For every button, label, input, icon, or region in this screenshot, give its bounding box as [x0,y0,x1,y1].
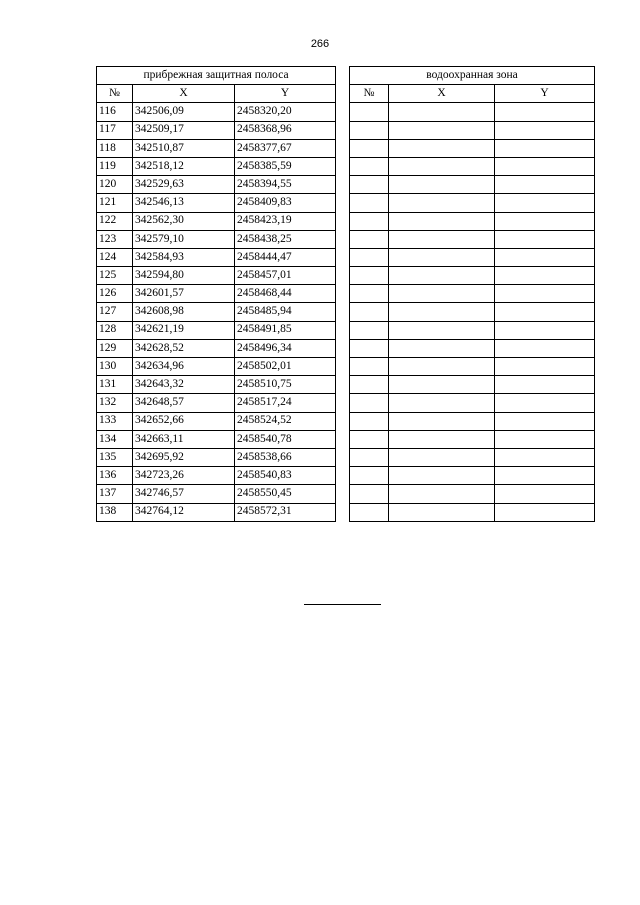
coordinates-table [96,66,595,522]
left-header-y: Y [235,85,336,103]
y-coordinate-cell: 2458540,83 [235,467,336,485]
empty-cell [495,139,595,157]
y-coordinate-cell: 2458377,67 [235,139,336,157]
x-coordinate-cell: 342723,26 [133,467,235,485]
empty-cell [389,103,495,121]
empty-cell [495,376,595,394]
table-gap [336,394,350,412]
empty-cell [495,485,595,503]
x-coordinate-cell: 342529,63 [133,176,235,194]
left-table-title: прибрежная защитная полоса [97,67,336,85]
point-number-cell: 136 [97,467,133,485]
table-row [97,321,595,339]
empty-cell [389,430,495,448]
empty-cell [350,321,389,339]
table-gap [336,212,350,230]
table-row [97,103,595,121]
empty-cell [350,394,389,412]
table-row [97,176,595,194]
y-coordinate-cell: 2458538,66 [235,448,336,466]
empty-cell [495,285,595,303]
point-number-cell: 123 [97,230,133,248]
point-number-cell: 129 [97,339,133,357]
empty-cell [350,176,389,194]
empty-cell [350,248,389,266]
y-coordinate-cell: 2458572,31 [235,503,336,521]
table-row [97,394,595,412]
table-row [97,285,595,303]
x-coordinate-cell: 342663,11 [133,430,235,448]
empty-cell [495,103,595,121]
x-coordinate-cell: 342594,80 [133,267,235,285]
y-coordinate-cell: 2458394,55 [235,176,336,194]
empty-cell [389,321,495,339]
table-gap [336,376,350,394]
table-title-row [97,67,595,85]
x-coordinate-cell: 342643,32 [133,376,235,394]
empty-cell [495,157,595,175]
point-number-cell: 138 [97,503,133,521]
x-coordinate-cell: 342518,12 [133,157,235,175]
empty-cell [350,267,389,285]
table-gap [336,448,350,466]
empty-cell [495,248,595,266]
x-coordinate-cell: 342764,12 [133,503,235,521]
x-coordinate-cell: 342601,57 [133,285,235,303]
table-row [97,358,595,376]
empty-cell [350,412,389,430]
page-number: 266 [310,38,330,50]
y-coordinate-cell: 2458409,83 [235,194,336,212]
table-gap [336,412,350,430]
y-coordinate-cell: 2458485,94 [235,303,336,321]
empty-cell [495,121,595,139]
x-coordinate-cell: 342562,30 [133,212,235,230]
table-row [97,121,595,139]
empty-cell [350,376,389,394]
y-coordinate-cell: 2458438,25 [235,230,336,248]
right-header-num: № [350,85,389,103]
empty-cell [389,339,495,357]
table-gap [336,321,350,339]
point-number-cell: 128 [97,321,133,339]
point-number-cell: 125 [97,267,133,285]
point-number-cell: 131 [97,376,133,394]
empty-cell [389,285,495,303]
table-gap [336,248,350,266]
empty-cell [350,430,389,448]
x-coordinate-cell: 342509,17 [133,121,235,139]
left-header-num: № [97,85,133,103]
empty-cell [389,412,495,430]
x-coordinate-cell: 342628,52 [133,339,235,357]
empty-cell [350,230,389,248]
empty-cell [495,467,595,485]
empty-cell [495,267,595,285]
point-number-cell: 135 [97,448,133,466]
empty-cell [350,467,389,485]
empty-cell [389,394,495,412]
table-gap [336,430,350,448]
x-coordinate-cell: 342584,93 [133,248,235,266]
empty-cell [350,358,389,376]
x-coordinate-cell: 342695,92 [133,448,235,466]
y-coordinate-cell: 2458524,52 [235,412,336,430]
point-number-cell: 119 [97,157,133,175]
x-coordinate-cell: 342648,57 [133,394,235,412]
x-coordinate-cell: 342608,98 [133,303,235,321]
table-gap [336,267,350,285]
empty-cell [495,194,595,212]
empty-cell [389,358,495,376]
x-coordinate-cell: 342746,57 [133,485,235,503]
empty-cell [389,467,495,485]
table-gap [336,176,350,194]
point-number-cell: 120 [97,176,133,194]
empty-cell [495,412,595,430]
table-row [97,267,595,285]
point-number-cell: 137 [97,485,133,503]
table-row [97,230,595,248]
table-gap [336,485,350,503]
y-coordinate-cell: 2458457,01 [235,267,336,285]
right-header-y: Y [495,85,595,103]
empty-cell [495,303,595,321]
empty-cell [350,139,389,157]
empty-cell [350,339,389,357]
table-gap [336,358,350,376]
y-coordinate-cell: 2458385,59 [235,157,336,175]
table-row [97,139,595,157]
table-gap [336,339,350,357]
table-gap [336,467,350,485]
empty-cell [389,139,495,157]
point-number-cell: 126 [97,285,133,303]
x-coordinate-cell: 342510,87 [133,139,235,157]
point-number-cell: 116 [97,103,133,121]
table-row [97,248,595,266]
x-coordinate-cell: 342579,10 [133,230,235,248]
y-coordinate-cell: 2458510,75 [235,376,336,394]
table-gap [336,303,350,321]
x-coordinate-cell: 342652,66 [133,412,235,430]
empty-cell [389,485,495,503]
empty-cell [495,339,595,357]
table-row [97,430,595,448]
table-gap [336,139,350,157]
point-number-cell: 124 [97,248,133,266]
empty-cell [350,194,389,212]
x-coordinate-cell: 342621,19 [133,321,235,339]
table-row [97,467,595,485]
empty-cell [350,503,389,521]
y-coordinate-cell: 2458444,47 [235,248,336,266]
point-number-cell: 134 [97,430,133,448]
empty-cell [389,121,495,139]
empty-cell [389,176,495,194]
table-gap [336,103,350,121]
empty-cell [389,248,495,266]
y-coordinate-cell: 2458468,44 [235,285,336,303]
empty-cell [495,430,595,448]
empty-cell [350,485,389,503]
table-row [97,212,595,230]
empty-cell [389,230,495,248]
table-row [97,448,595,466]
point-number-cell: 118 [97,139,133,157]
y-coordinate-cell: 2458491,85 [235,321,336,339]
empty-cell [495,358,595,376]
footnote-rule [304,604,381,605]
empty-cell [389,194,495,212]
y-coordinate-cell: 2458320,20 [235,103,336,121]
empty-cell [389,448,495,466]
table-gap [336,85,350,103]
table-row [97,412,595,430]
empty-cell [389,503,495,521]
right-table-title: водоохранная зона [350,67,595,85]
empty-cell [389,212,495,230]
y-coordinate-cell: 2458496,34 [235,339,336,357]
table-header-row [97,85,595,103]
x-coordinate-cell: 342546,13 [133,194,235,212]
table-body [97,103,595,521]
right-header-x: X [389,85,495,103]
point-number-cell: 130 [97,358,133,376]
left-header-x: X [133,85,235,103]
empty-cell [350,285,389,303]
x-coordinate-cell: 342506,09 [133,103,235,121]
empty-cell [389,157,495,175]
empty-cell [495,230,595,248]
empty-cell [495,503,595,521]
empty-cell [495,176,595,194]
empty-cell [350,448,389,466]
table-gap [336,157,350,175]
table-row [97,157,595,175]
empty-cell [389,376,495,394]
y-coordinate-cell: 2458540,78 [235,430,336,448]
table-gap [336,230,350,248]
y-coordinate-cell: 2458502,01 [235,358,336,376]
point-number-cell: 117 [97,121,133,139]
empty-cell [389,303,495,321]
y-coordinate-cell: 2458517,24 [235,394,336,412]
point-number-cell: 122 [97,212,133,230]
table-row [97,376,595,394]
empty-cell [495,448,595,466]
empty-cell [495,321,595,339]
x-coordinate-cell: 342634,96 [133,358,235,376]
y-coordinate-cell: 2458423,19 [235,212,336,230]
point-number-cell: 132 [97,394,133,412]
empty-cell [350,157,389,175]
empty-cell [350,212,389,230]
empty-cell [495,394,595,412]
table-row [97,303,595,321]
table-gap [336,503,350,521]
table-gap [336,285,350,303]
empty-cell [389,267,495,285]
point-number-cell: 121 [97,194,133,212]
table-gap [336,67,350,85]
point-number-cell: 133 [97,412,133,430]
table-row [97,503,595,521]
y-coordinate-cell: 2458368,96 [235,121,336,139]
empty-cell [350,303,389,321]
empty-cell [495,212,595,230]
empty-cell [350,121,389,139]
empty-cell [350,103,389,121]
table-row [97,485,595,503]
table-row [97,339,595,357]
table-gap [336,194,350,212]
table-gap [336,121,350,139]
table-row [97,194,595,212]
point-number-cell: 127 [97,303,133,321]
y-coordinate-cell: 2458550,45 [235,485,336,503]
